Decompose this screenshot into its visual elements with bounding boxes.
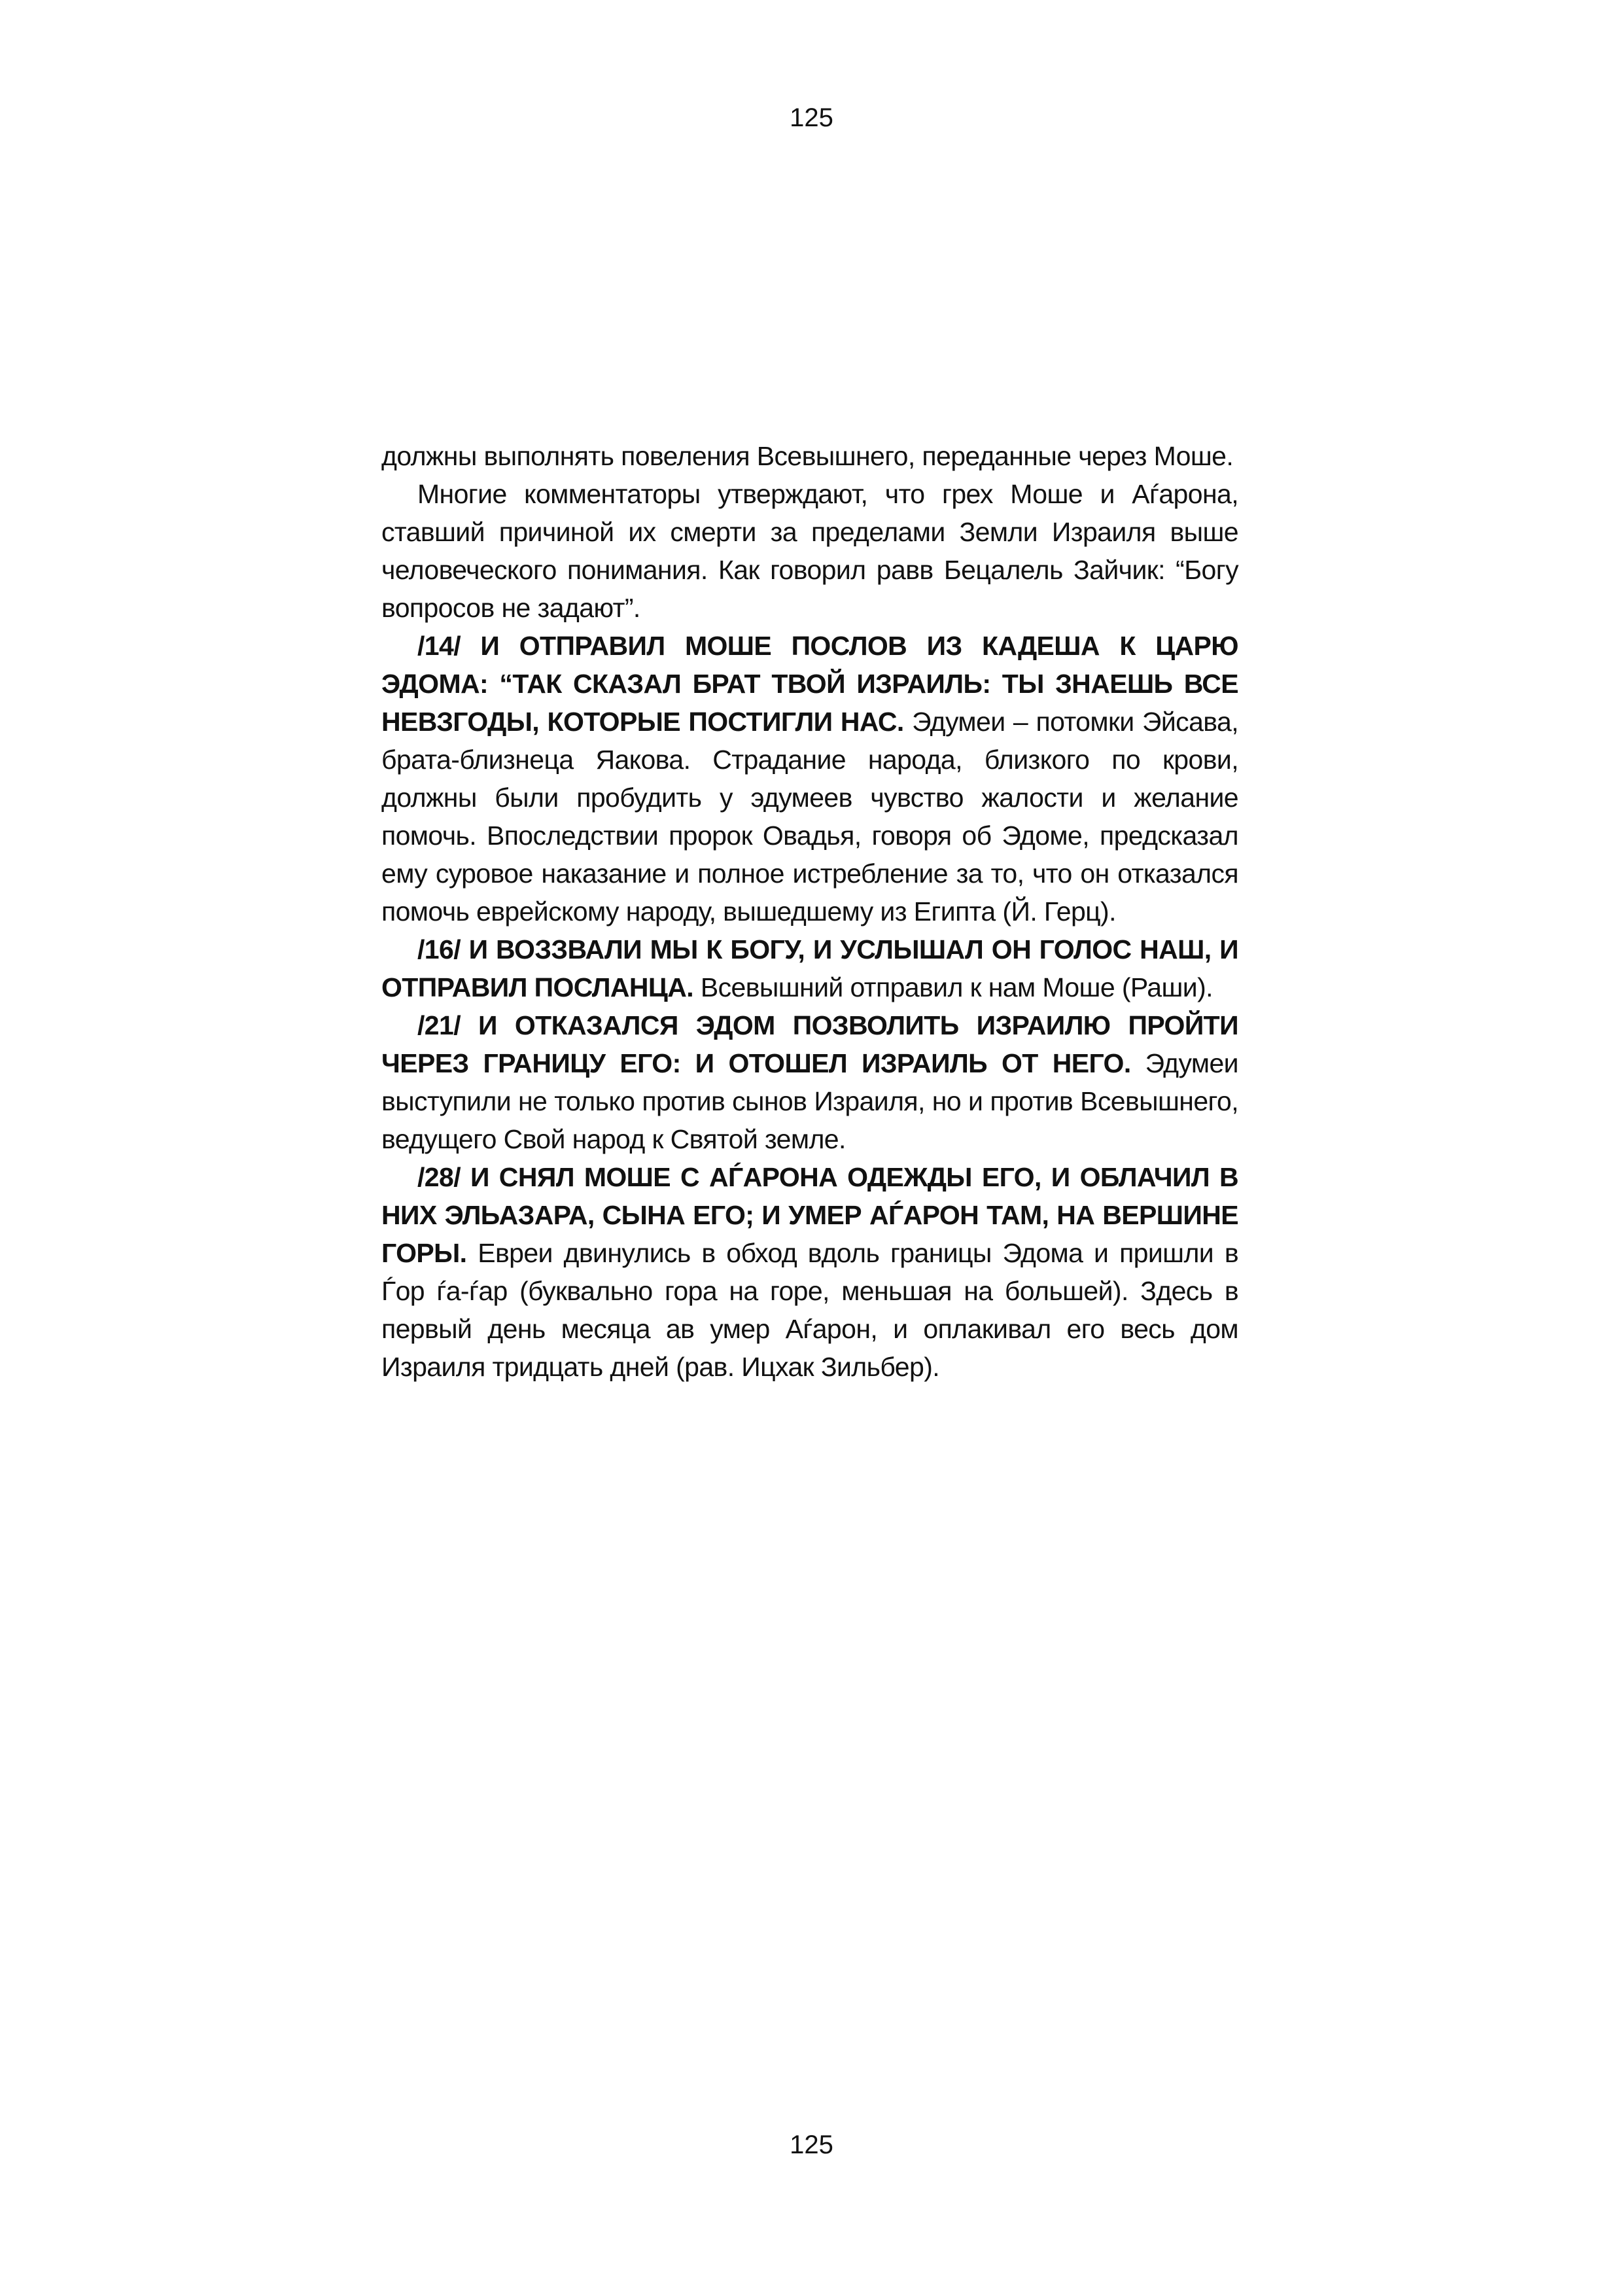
verse-heading: /21/ И ОТКАЗАЛСЯ ЭДОМ ПОЗВОЛИТЬ ИЗРАИЛЮ ПРОЙТИ ЧЕРЕЗ ГРАНИЦУ ЕГО: И ОТОШЕЛ ИЗРАИЛЬ ОТ НЕГО. <box>381 1010 1238 1078</box>
body-text-block <box>381 437 1238 1386</box>
paragraph-continuation <box>381 437 1238 475</box>
commentary-text: Евреи двинулись в обход вдоль границы Эдома и пришли в Ѓор ѓа-ѓар (буквально гора на горе, меньшая на большей). Здесь в первый день месяца ав умер Аѓарон, и оплакивал его весь дом Израиля тридцать дней (рав. Ицхак Зильбер). <box>381 1238 1238 1382</box>
verse-heading: /16/ И ВОЗЗВАЛИ МЫ К БОГУ, И УСЛЫШАЛ ОН ГОЛОС НАШ, И ОТПРАВИЛ ПОСЛАНЦА. <box>381 934 1238 1002</box>
commentary-text: Многие комментаторы утверждают, что грех Моше и Аѓарона, ставший причиной их смерти за пределами Земли Израиля выше человеческого понимания. Как говорил равв Бецалель Зайчик: “Богу вопросов не задают”. <box>381 479 1238 623</box>
verse-heading: /28/ И СНЯЛ МОШЕ С АЃАРОНА ОДЕЖДЫ ЕГО, И ОБЛАЧИЛ В НИХ ЭЛЬАЗАРА, СЫНА ЕГО; И УМЕР АЃАРОН ТАМ, НА ВЕРШИНЕ ГОРЫ. <box>381 1162 1238 1268</box>
paragraph-verse-28 <box>381 1158 1238 1386</box>
commentary-text: Всевышний отправил к нам Моше (Раши). <box>693 972 1213 1002</box>
paragraph-commentary <box>381 475 1238 627</box>
commentary-text: Эдумеи – потомки Эйсава, брата-близнеца Яакова. Страдание народа, близкого по крови, должны были пробудить у эдумеев чувство жалости и желание помочь. Впоследствии пророк Овадья, говоря об Эдоме, предсказал ему суровое наказание и полное истребление за то, что он отказался помочь еврейскому народу, вышедшему из Египта (Й. Герц). <box>381 707 1238 927</box>
commentary-text: Эдумеи выступили не только против сынов Израиля, но и против Всевышнего, ведущего Свой народ к Святой земле. <box>381 1048 1238 1154</box>
verse-heading: /14/ И ОТПРАВИЛ МОШЕ ПОСЛОВ ИЗ КАДЕША К ЦАРЮ ЭДОМА: “ТАК СКАЗАЛ БРАТ ТВОЙ ИЗРАИЛЬ: ТЫ ЗНАЕШЬ ВСЕ НЕВЗГОДЫ, КОТОРЫЕ ПОСТИГЛИ НАС. <box>381 631 1238 737</box>
paragraph-verse-14 <box>381 627 1238 930</box>
page-number-footer: 125 <box>790 2130 833 2159</box>
commentary-text: должны выполнять повеления Всевышнего, переданные через Моше. <box>381 441 1234 471</box>
page-number-header: 125 <box>790 103 833 132</box>
paragraph-verse-21 <box>381 1006 1238 1158</box>
paragraph-verse-16 <box>381 930 1238 1006</box>
